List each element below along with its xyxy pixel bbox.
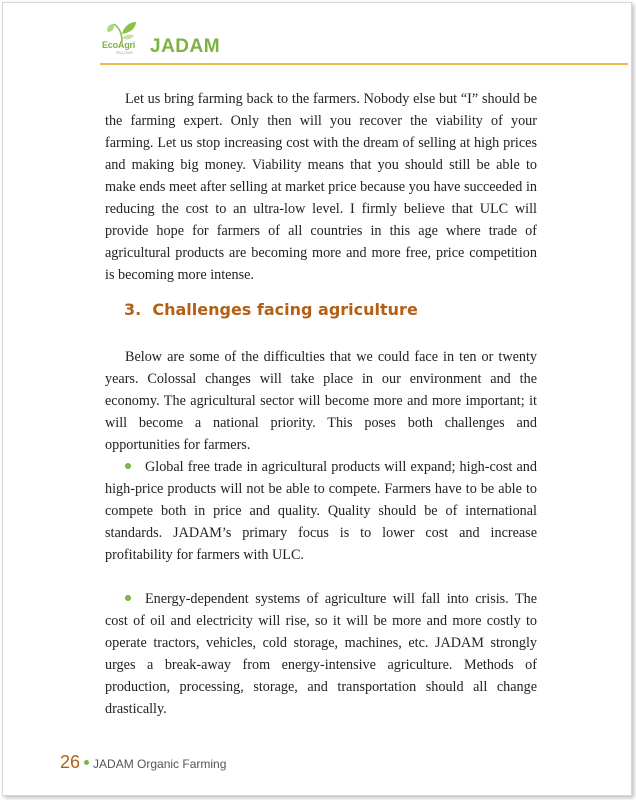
sprout-icon: [100, 16, 148, 62]
header-rule: [100, 63, 628, 65]
bullet-icon: [125, 595, 131, 601]
bullet-text: Global free trade in agricultural products will expand; high-cost and high-price products will not be able to compete. Farmers have to be able to compete both in price and quality. Quality should be of international standards. JADAM’s primary focus is to lower cost and increase profitability for farmers with ULC.: [105, 459, 537, 563]
ecoagri-logo: [100, 16, 148, 62]
page-footer: [60, 752, 226, 773]
logo-subtext: FELLOWS: [116, 51, 133, 55]
bullet-text: Energy-dependent systems of agriculture will fall into crisis. The cost of oil and electricity will rise, so it will be more and more costly to operate tractors, vehicles, cold storage, machines, etc. JADAM strongly urges a break-away from energy-intensive agriculture. Methods of production, processing, storage, and transportation should all change drastically.: [105, 591, 537, 717]
footer-bullet-icon: [84, 760, 89, 765]
page-header: [100, 16, 620, 64]
section-intro-paragraph: Below are some of the difficulties that we could face in ten or twenty years. Colossal changes will take place in our environment and the economy. The agricultural sector will become more and more important; it will become a national priority. This poses both challenges and opportunities for farmers.: [105, 349, 537, 453]
brand-name: JADAM: [150, 36, 221, 57]
bullet-item: [105, 588, 537, 720]
section-heading: 3. Challenges facing agriculture: [124, 300, 418, 319]
bullet-icon: [125, 463, 131, 469]
footer-title: JADAM Organic Farming: [93, 757, 227, 771]
bullet-item: [105, 456, 537, 566]
page-number: 26: [60, 752, 81, 772]
intro-paragraph: Let us bring farming back to the farmers. Nobody else but “I” should be the farming expert. Only then will you recover the viability of your farming. Let us stop increasing cost with the dream of selling at high prices and making big money. Viability means that you should still be able to make ends meet after selling at market price because you have succeeded in reducing the cost to an ultra-low level. I firmly believe that ULC will provide hope for farmers of all countries in this age where trade of agricultural products are becoming more and more free, price competition is becoming more intense.: [105, 91, 537, 283]
logo-text: EcoAgri: [102, 40, 136, 50]
